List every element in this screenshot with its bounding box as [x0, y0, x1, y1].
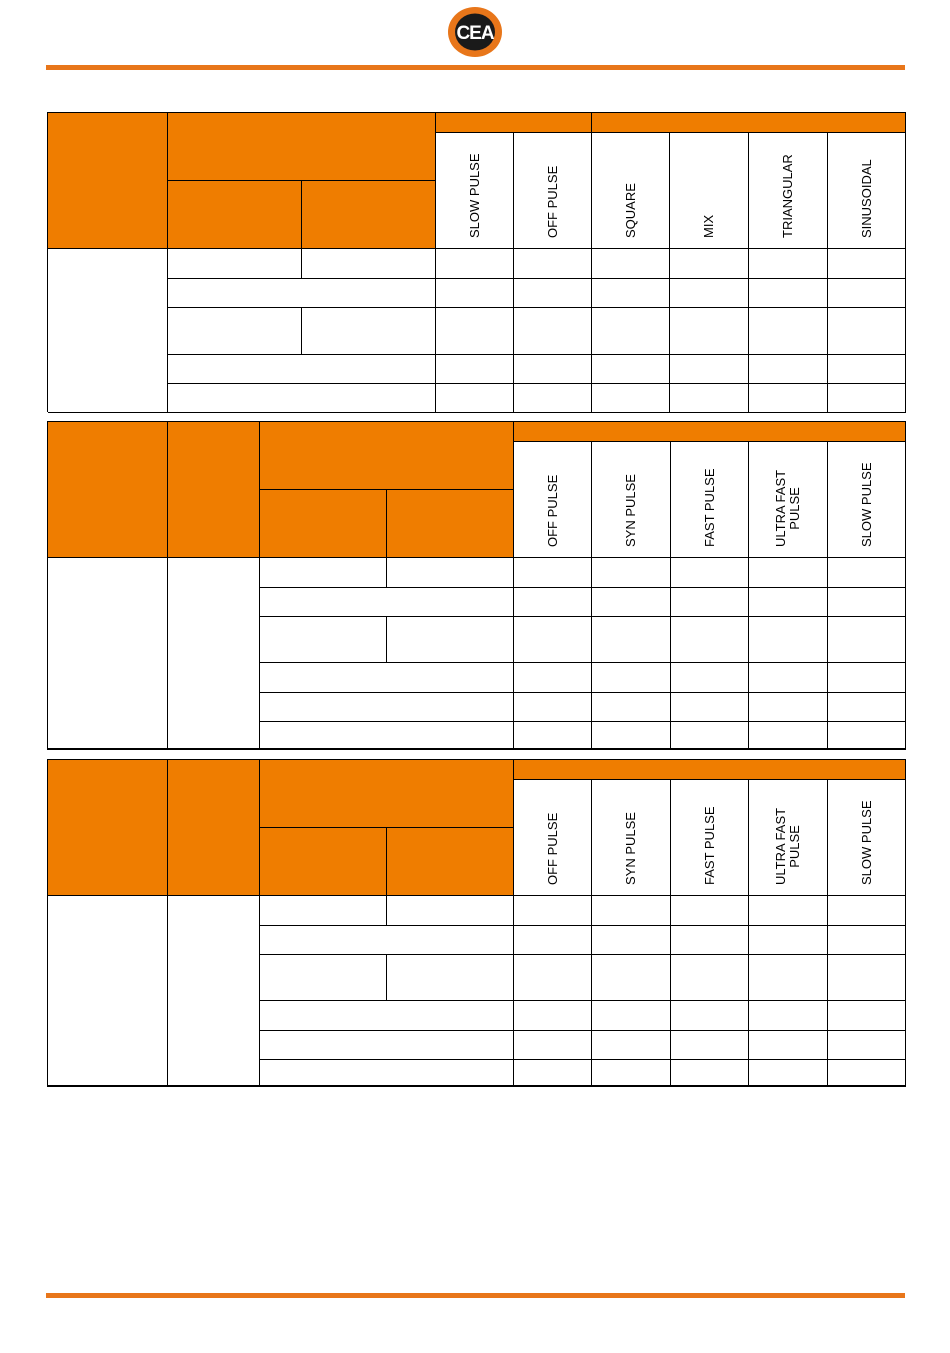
- column-header: [671, 442, 749, 558]
- header-group-cell: [514, 760, 906, 780]
- header-cell: [387, 490, 514, 558]
- column-label: OFF PULSE: [544, 474, 560, 547]
- table-cell: [514, 588, 592, 617]
- table-cell: [592, 663, 671, 693]
- table-cell: [592, 355, 670, 384]
- table-cell: [260, 663, 514, 693]
- table-cell: [592, 722, 671, 749]
- table-cell: [749, 1001, 828, 1031]
- table-cell: [387, 558, 514, 588]
- header-group-cell: [436, 113, 592, 133]
- table-cell: [828, 617, 906, 663]
- row-label-cell: [48, 558, 168, 749]
- table-cell: [260, 1060, 514, 1086]
- table-cell: [828, 1060, 906, 1086]
- column-header: [514, 442, 592, 558]
- table-cell: [260, 955, 387, 1001]
- table-cell: [749, 588, 828, 617]
- table-cell: [670, 249, 749, 279]
- header-cell: [168, 181, 302, 249]
- column-label: MIX: [701, 214, 716, 238]
- table-cell: [828, 663, 906, 693]
- column-label: OFF PULSE: [544, 812, 560, 885]
- table-cell: [828, 249, 906, 279]
- table-cell: [828, 588, 906, 617]
- table-cell: [436, 355, 514, 384]
- column-header: [749, 133, 828, 249]
- table-cell: [302, 249, 436, 279]
- header-cell: [48, 113, 168, 249]
- table-cell: [302, 308, 436, 355]
- column-header: [828, 133, 906, 249]
- table-cell: [514, 249, 592, 279]
- table-cell: [749, 926, 828, 955]
- table-cell: [260, 926, 514, 955]
- table-cell: [436, 384, 514, 413]
- header-cell: [48, 422, 168, 558]
- header-group-cell: [592, 113, 906, 133]
- table-cell: [514, 308, 592, 355]
- table-cell: [749, 663, 828, 693]
- table-cell: [828, 896, 906, 926]
- table-cell: [828, 384, 906, 413]
- table-3: [47, 759, 906, 1087]
- table-cell: [387, 955, 514, 1001]
- table-cell: [436, 279, 514, 308]
- bottom-rule: [46, 1293, 905, 1298]
- column-label: SYN PULSE: [623, 812, 638, 885]
- table-cell: [260, 896, 387, 926]
- table-cell: [749, 955, 828, 1001]
- table-cell: [592, 617, 671, 663]
- column-header: [749, 780, 828, 896]
- table-cell: [592, 693, 671, 722]
- table-cell: [260, 1001, 514, 1031]
- table-cell: [387, 617, 514, 663]
- table-cell: [387, 896, 514, 926]
- column-label: ULTRA FAST PULSE: [773, 807, 802, 885]
- table-cell: [592, 558, 671, 588]
- header-cell: [48, 760, 168, 896]
- column-header: [592, 780, 671, 896]
- table-cell: [514, 896, 592, 926]
- table-cell: [514, 693, 592, 722]
- table-cell: [514, 722, 592, 749]
- table-cell: [671, 1060, 749, 1086]
- table-cell: [671, 926, 749, 955]
- table-cell: [168, 384, 436, 413]
- table-cell: [671, 558, 749, 588]
- table-cell: [671, 1031, 749, 1060]
- table-cell: [749, 693, 828, 722]
- table-cell: [260, 617, 387, 663]
- table-cell: [749, 722, 828, 749]
- table-cell: [671, 1001, 749, 1031]
- cea-logo: [447, 6, 503, 58]
- table-cell: [168, 249, 302, 279]
- table-cell: [514, 355, 592, 384]
- table-cell: [592, 1060, 671, 1086]
- column-header: [514, 780, 592, 896]
- header-cell: [260, 760, 514, 828]
- table-cell: [670, 308, 749, 355]
- table-cell: [592, 1031, 671, 1060]
- row-label-cell: [48, 896, 168, 1086]
- header-cell: [260, 490, 387, 558]
- table-cell: [514, 955, 592, 1001]
- table-cell: [670, 384, 749, 413]
- table-cell: [436, 249, 514, 279]
- table-cell: [749, 279, 828, 308]
- table-cell: [260, 588, 514, 617]
- header-cell: [260, 422, 514, 490]
- table-cell: [671, 617, 749, 663]
- column-header: [670, 133, 749, 249]
- table-cell: [592, 588, 671, 617]
- column-label: OFF PULSE: [544, 165, 560, 238]
- table-cell: [592, 926, 671, 955]
- table-cell: [828, 1031, 906, 1060]
- header-cell: [260, 828, 387, 896]
- table-cell: [592, 955, 671, 1001]
- top-rule: [46, 65, 905, 70]
- table-cell: [828, 355, 906, 384]
- column-label: TRIANGULAR: [780, 154, 795, 238]
- table-cell: [514, 1031, 592, 1060]
- header-cell: [302, 181, 436, 249]
- header-cell: [387, 828, 514, 896]
- table-cell: [670, 355, 749, 384]
- header-group-cell: [514, 422, 906, 442]
- table-cell: [168, 308, 302, 355]
- column-label: SQUARE: [622, 183, 638, 238]
- row-label-cell: [168, 896, 260, 1086]
- column-label: SLOW PULSE: [858, 462, 874, 547]
- table-cell: [671, 955, 749, 1001]
- header-cell: [168, 113, 436, 181]
- table-cell: [514, 926, 592, 955]
- table-cell: [749, 1031, 828, 1060]
- table-cell: [749, 308, 828, 355]
- table-cell: [671, 722, 749, 749]
- table-cell: [749, 384, 828, 413]
- column-header: [436, 133, 514, 249]
- column-label: SINUSOIDAL: [858, 159, 874, 238]
- table-cell: [514, 617, 592, 663]
- table-cell: [749, 617, 828, 663]
- table-cell: [671, 896, 749, 926]
- table-cell: [828, 693, 906, 722]
- svg-text:CEA: CEA: [456, 23, 494, 44]
- column-label: SLOW PULSE: [858, 800, 874, 885]
- row-label-cell: [48, 249, 168, 413]
- table-cell: [828, 308, 906, 355]
- column-header: [592, 133, 670, 249]
- table-cell: [514, 279, 592, 308]
- table-cell: [671, 588, 749, 617]
- table-cell: [592, 279, 670, 308]
- table-cell: [749, 355, 828, 384]
- table-cell: [749, 249, 828, 279]
- table-cell: [168, 355, 436, 384]
- column-header: [592, 442, 671, 558]
- table-cell: [514, 558, 592, 588]
- column-label: FAST PULSE: [701, 806, 717, 885]
- table-cell: [260, 1031, 514, 1060]
- table-cell: [670, 279, 749, 308]
- table-1: [47, 112, 906, 412]
- table-cell: [592, 1001, 671, 1031]
- table-cell: [828, 1001, 906, 1031]
- column-header: [828, 780, 906, 896]
- header-cell: [168, 760, 260, 896]
- column-label: FAST PULSE: [701, 468, 717, 547]
- header-cell: [168, 422, 260, 558]
- table-cell: [514, 1060, 592, 1086]
- table-cell: [828, 722, 906, 749]
- table-cell: [592, 249, 670, 279]
- table-cell: [436, 308, 514, 355]
- column-header: [749, 442, 828, 558]
- table-cell: [749, 896, 828, 926]
- table-cell: [260, 558, 387, 588]
- table-cell: [168, 279, 436, 308]
- table-cell: [514, 384, 592, 413]
- table-cell: [592, 896, 671, 926]
- table-cell: [514, 1001, 592, 1031]
- table-cell: [260, 722, 514, 749]
- column-label: SYN PULSE: [623, 474, 638, 547]
- table-2: [47, 421, 906, 750]
- table-cell: [514, 663, 592, 693]
- table-cell: [749, 1060, 828, 1086]
- column-header: [828, 442, 906, 558]
- table-cell: [749, 558, 828, 588]
- column-header: [514, 133, 592, 249]
- table-cell: [828, 558, 906, 588]
- column-label: ULTRA FAST PULSE: [773, 469, 802, 547]
- table-cell: [592, 384, 670, 413]
- table-cell: [828, 955, 906, 1001]
- table-cell: [592, 308, 670, 355]
- table-cell: [671, 693, 749, 722]
- column-label: SLOW PULSE: [466, 153, 482, 238]
- table-cell: [828, 279, 906, 308]
- column-header: [671, 780, 749, 896]
- table-cell: [671, 663, 749, 693]
- table-cell: [260, 693, 514, 722]
- row-label-cell: [168, 558, 260, 749]
- table-cell: [828, 926, 906, 955]
